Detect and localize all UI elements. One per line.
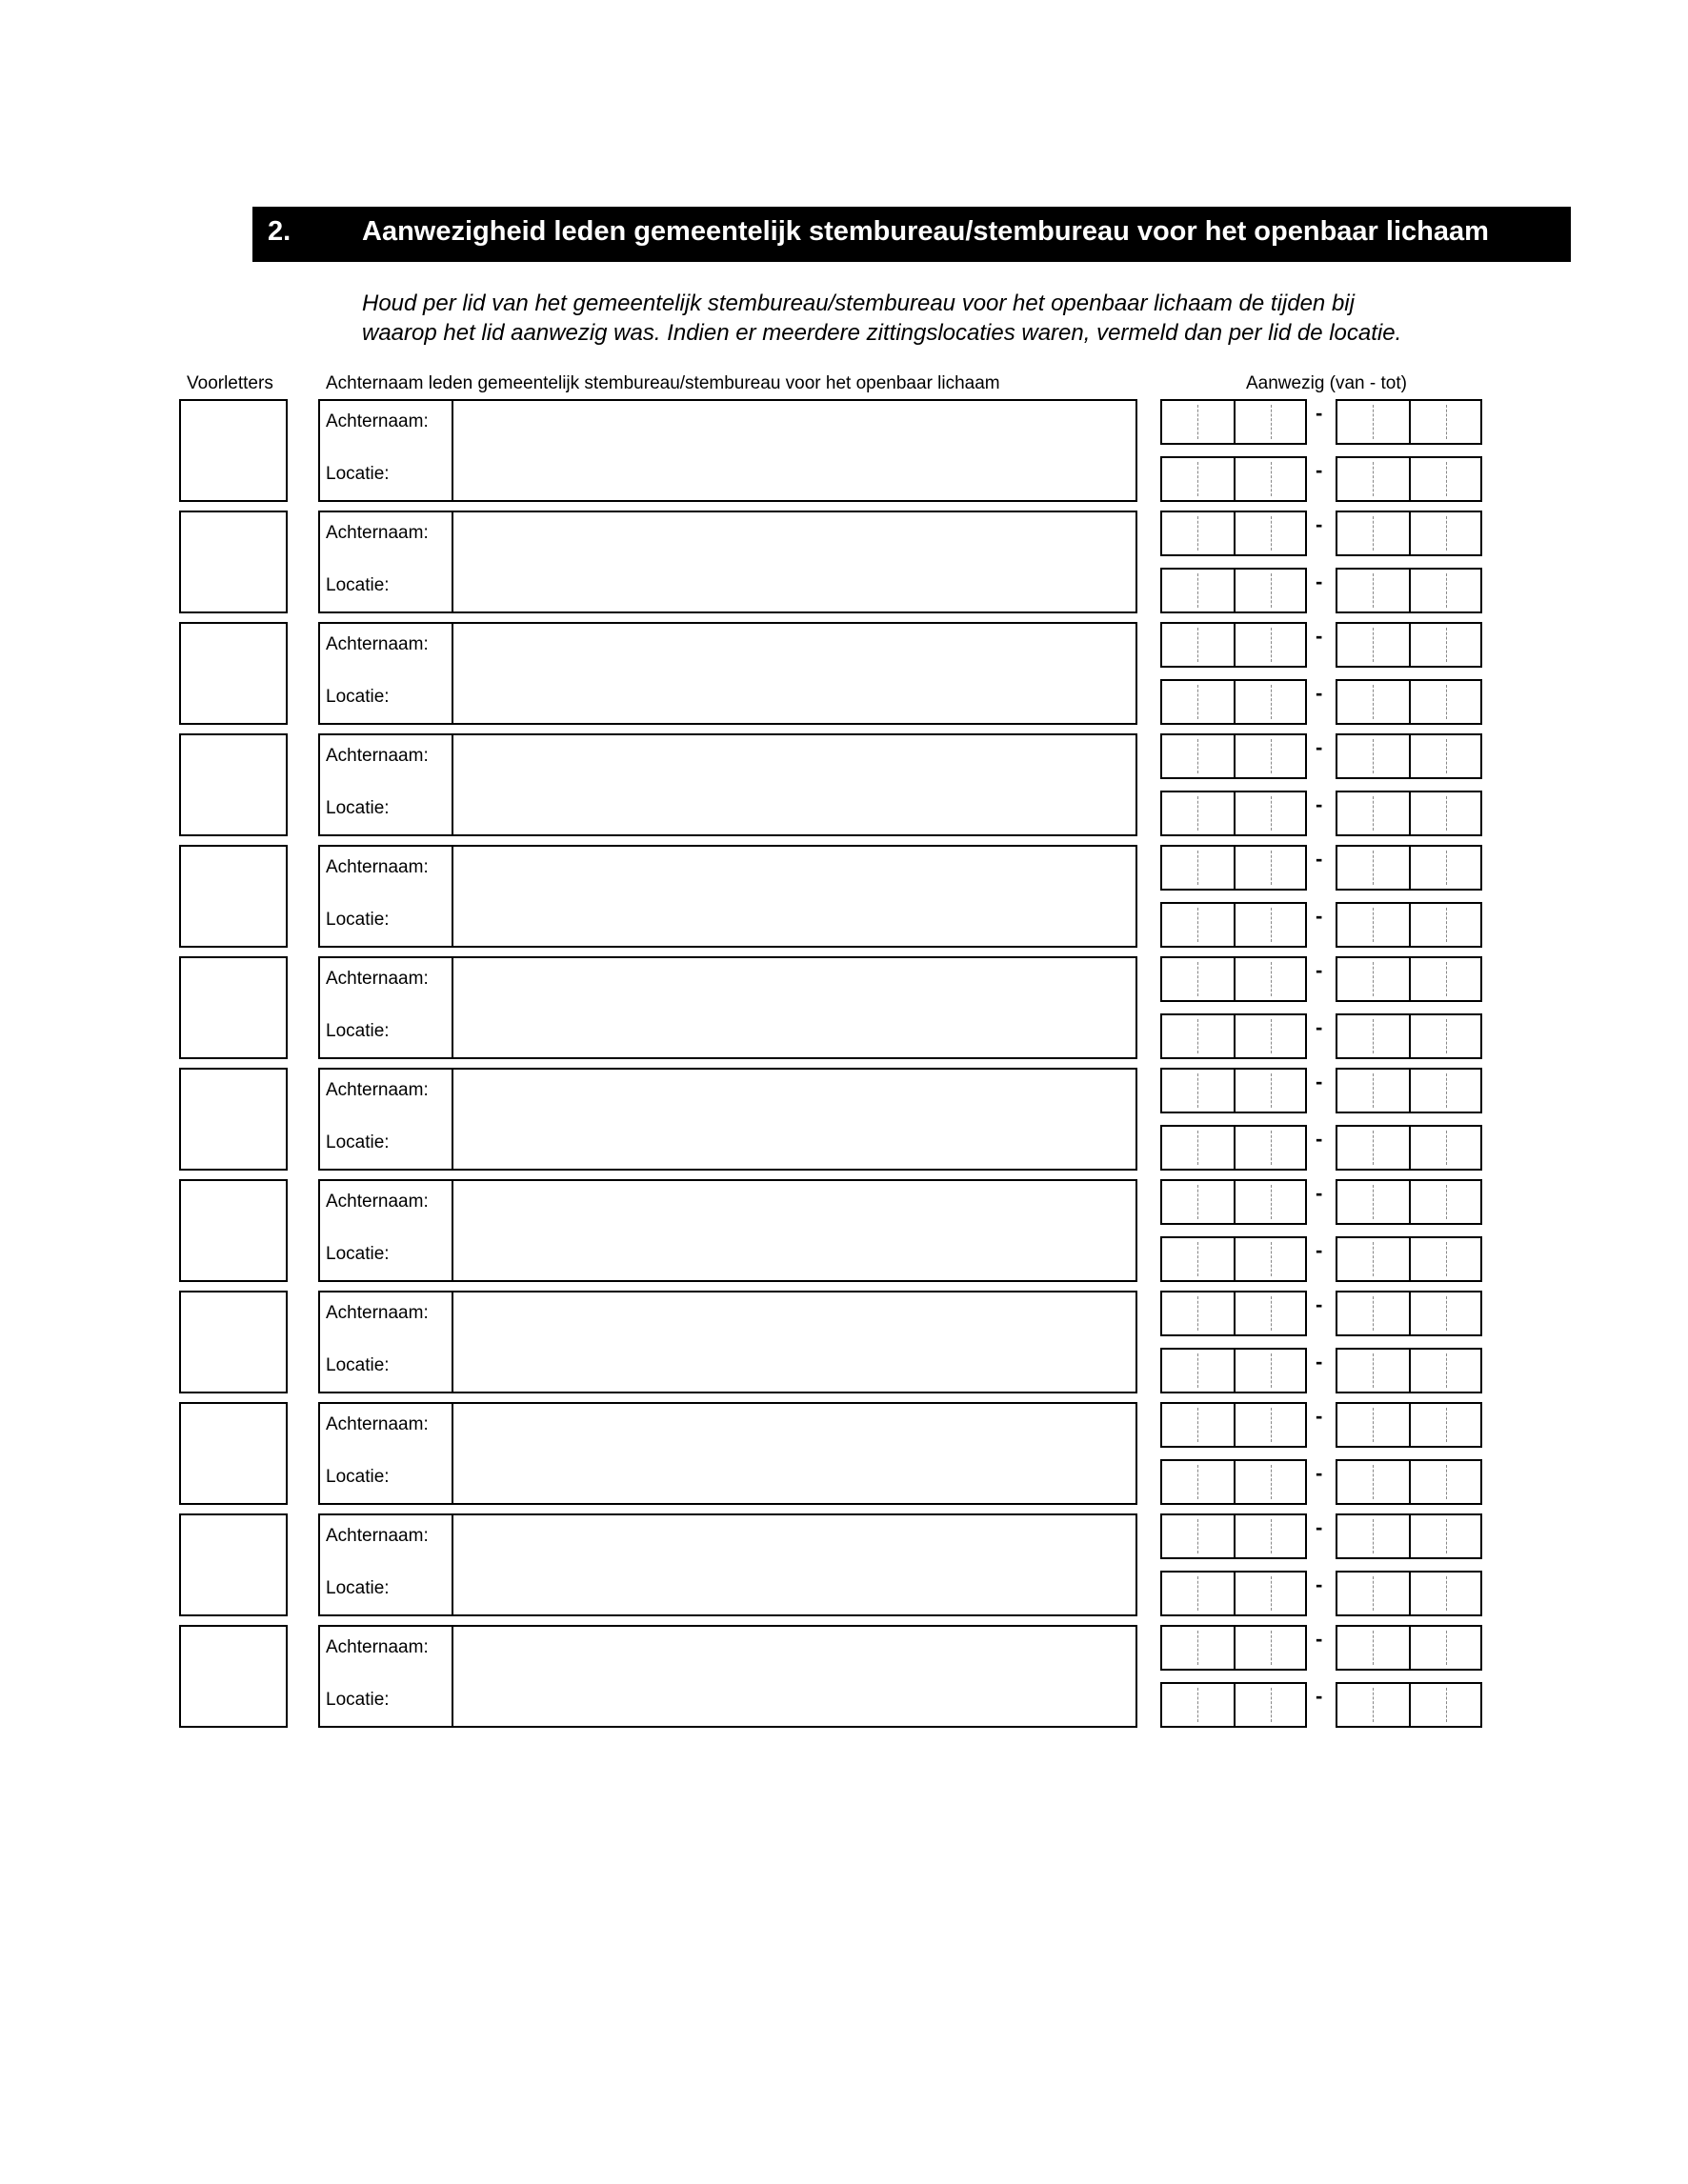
hour-minute-divider [1409,512,1411,554]
digit-guide [1446,573,1447,608]
time-to-field[interactable] [1336,845,1482,891]
time-separator: - [1316,735,1323,759]
name-location-box [318,511,1137,613]
digit-guide [1446,1073,1447,1108]
time-from-field[interactable] [1160,1571,1307,1616]
member-row [0,1402,1688,1507]
hour-minute-divider [1409,1238,1411,1280]
locatie-label: Locatie: [326,798,390,818]
digit-guide [1271,1631,1272,1665]
hour-minute-divider [1234,1292,1236,1334]
label-divider [452,1181,453,1280]
digit-guide [1197,1353,1198,1388]
digit-guide [1446,851,1447,885]
hour-minute-divider [1234,735,1236,777]
time-to-field[interactable] [1336,399,1482,445]
digit-guide [1373,573,1374,608]
voorletters-field[interactable] [179,511,288,613]
digit-guide [1373,739,1374,773]
digit-guide [1373,685,1374,719]
hour-minute-divider [1409,1404,1411,1446]
digit-guide [1446,1465,1447,1499]
voorletters-field[interactable] [179,733,288,836]
achternaam-label: Achternaam: [326,1526,429,1546]
member-row [0,1513,1688,1618]
time-from-field[interactable] [1160,568,1307,613]
member-row [0,1625,1688,1730]
time-separator: - [1316,1515,1323,1539]
digit-guide [1197,1576,1198,1611]
hour-minute-divider [1234,1404,1236,1446]
hour-minute-divider [1409,735,1411,777]
locatie-label: Locatie: [326,1467,390,1487]
time-separator: - [1316,1127,1323,1151]
hour-minute-divider [1234,1627,1236,1669]
locatie-label: Locatie: [326,464,390,484]
digit-guide [1271,1408,1272,1442]
time-to-field[interactable] [1336,956,1482,1002]
hour-minute-divider [1234,1127,1236,1169]
voorletters-field[interactable] [179,1625,288,1728]
member-row [0,1068,1688,1172]
time-to-field[interactable] [1336,1625,1482,1671]
digit-guide [1197,1073,1198,1108]
time-separator: - [1316,458,1323,482]
name-location-box [318,1068,1137,1171]
digit-guide [1197,1242,1198,1276]
locatie-label: Locatie: [326,1578,390,1598]
digit-guide [1197,573,1198,608]
time-to-field[interactable] [1336,1513,1482,1559]
digit-guide [1271,1019,1272,1053]
time-separator: - [1316,847,1323,871]
digit-guide [1197,405,1198,439]
hour-minute-divider [1409,904,1411,946]
hour-minute-divider [1409,1127,1411,1169]
time-from-field[interactable] [1160,1625,1307,1671]
hour-minute-divider [1234,1181,1236,1223]
label-divider [452,1070,453,1169]
time-separator: - [1316,1181,1323,1205]
achternaam-label: Achternaam: [326,857,429,877]
digit-guide [1373,628,1374,662]
digit-guide [1197,796,1198,831]
digit-guide [1197,516,1198,551]
hour-minute-divider [1234,1573,1236,1614]
digit-guide [1446,462,1447,496]
label-divider [452,847,453,946]
hour-minute-divider [1409,792,1411,834]
label-divider [452,1292,453,1392]
hour-minute-divider [1234,681,1236,723]
time-to-field[interactable] [1336,1459,1482,1505]
digit-guide [1446,1576,1447,1611]
column-header-voorletters: Voorletters [187,373,273,393]
time-to-field[interactable] [1336,1682,1482,1728]
instructions-line-2: waarop het lid aanwezig was. Indien er meerdere zittingslocaties waren, vermeld dan per lid de locatie. [362,320,1402,346]
digit-guide [1373,851,1374,885]
digit-guide [1373,962,1374,996]
member-row [0,511,1688,615]
digit-guide [1197,1019,1198,1053]
time-to-field[interactable] [1336,1179,1482,1225]
locatie-label: Locatie: [326,687,390,707]
hour-minute-divider [1409,570,1411,611]
time-separator: - [1316,1627,1323,1651]
label-divider [452,735,453,834]
time-from-field[interactable] [1160,1236,1307,1282]
time-to-field[interactable] [1336,568,1482,613]
digit-guide [1373,1296,1374,1331]
time-from-field[interactable] [1160,1291,1307,1336]
digit-guide [1446,1296,1447,1331]
digit-guide [1373,1576,1374,1611]
hour-minute-divider [1234,1015,1236,1057]
time-to-field[interactable] [1336,622,1482,668]
digit-guide [1271,908,1272,942]
digit-guide [1271,962,1272,996]
time-to-field[interactable] [1336,1125,1482,1171]
time-separator: - [1316,1015,1323,1039]
digit-guide [1197,851,1198,885]
hour-minute-divider [1409,847,1411,889]
time-to-field[interactable] [1336,1236,1482,1282]
digit-guide [1373,1519,1374,1553]
digit-guide [1446,1242,1447,1276]
name-location-box [318,622,1137,725]
time-separator: - [1316,1070,1323,1093]
time-from-field[interactable] [1160,902,1307,948]
name-location-box [318,733,1137,836]
name-location-box [318,845,1137,948]
name-location-box [318,956,1137,1059]
voorletters-field[interactable] [179,956,288,1059]
digit-guide [1271,1296,1272,1331]
digit-guide [1446,405,1447,439]
time-from-field[interactable] [1160,1068,1307,1113]
digit-guide [1271,462,1272,496]
time-to-field[interactable] [1336,791,1482,836]
hour-minute-divider [1409,1573,1411,1614]
digit-guide [1197,1631,1198,1665]
time-from-field[interactable] [1160,791,1307,836]
voorletters-field[interactable] [179,1513,288,1616]
time-separator: - [1316,1238,1323,1262]
hour-minute-divider [1234,1461,1236,1503]
hour-minute-divider [1409,1350,1411,1392]
digit-guide [1271,1073,1272,1108]
member-row [0,1179,1688,1284]
digit-guide [1446,685,1447,719]
member-row [0,399,1688,504]
time-from-field[interactable] [1160,1179,1307,1225]
time-from-field[interactable] [1160,1402,1307,1448]
member-row [0,622,1688,727]
hour-minute-divider [1409,1070,1411,1112]
locatie-label: Locatie: [326,575,390,595]
digit-guide [1373,1465,1374,1499]
hour-minute-divider [1409,1292,1411,1334]
column-header-achternaam: Achternaam leden gemeentelijk stembureau/stembureau voor het openbaar lichaam [326,373,1000,393]
digit-guide [1271,796,1272,831]
label-divider [452,1404,453,1503]
time-to-field[interactable] [1336,733,1482,779]
digit-guide [1446,1631,1447,1665]
digit-guide [1197,685,1198,719]
digit-guide [1373,1131,1374,1165]
digit-guide [1197,1296,1198,1331]
time-separator: - [1316,1404,1323,1428]
name-location-box [318,1179,1137,1282]
digit-guide [1271,1688,1272,1722]
digit-guide [1373,462,1374,496]
digit-guide [1446,962,1447,996]
digit-guide [1373,405,1374,439]
name-location-box [318,1513,1137,1616]
digit-guide [1373,1353,1374,1388]
column-header-aanwezig: Aanwezig (van - tot) [1246,373,1407,393]
voorletters-field[interactable] [179,1068,288,1171]
digit-guide [1373,1242,1374,1276]
hour-minute-divider [1234,904,1236,946]
hour-minute-divider [1409,1461,1411,1503]
digit-guide [1271,1465,1272,1499]
hour-minute-divider [1234,458,1236,500]
digit-guide [1446,796,1447,831]
time-to-field[interactable] [1336,1348,1482,1393]
time-from-field[interactable] [1160,399,1307,445]
digit-guide [1271,628,1272,662]
achternaam-label: Achternaam: [326,746,429,766]
locatie-label: Locatie: [326,1690,390,1710]
achternaam-label: Achternaam: [326,1637,429,1657]
digit-guide [1446,1519,1447,1553]
time-separator: - [1316,624,1323,648]
digit-guide [1271,1242,1272,1276]
time-separator: - [1316,512,1323,536]
digit-guide [1197,628,1198,662]
time-separator: - [1316,1350,1323,1373]
digit-guide [1271,851,1272,885]
digit-guide [1446,1185,1447,1219]
hour-minute-divider [1409,624,1411,666]
locatie-label: Locatie: [326,1355,390,1375]
digit-guide [1446,1408,1447,1442]
time-to-field[interactable] [1336,1068,1482,1113]
time-from-field[interactable] [1160,1125,1307,1171]
time-separator: - [1316,1573,1323,1596]
name-location-box [318,399,1137,502]
name-location-box [318,1291,1137,1393]
time-from-field[interactable] [1160,1682,1307,1728]
locatie-label: Locatie: [326,1132,390,1152]
time-to-field[interactable] [1336,902,1482,948]
hour-minute-divider [1234,1350,1236,1392]
time-from-field[interactable] [1160,679,1307,725]
time-separator: - [1316,958,1323,982]
hour-minute-divider [1409,1015,1411,1057]
time-separator: - [1316,1461,1323,1485]
time-to-field[interactable] [1336,1291,1482,1336]
digit-guide [1446,1353,1447,1388]
digit-guide [1271,739,1272,773]
achternaam-label: Achternaam: [326,1192,429,1212]
time-from-field[interactable] [1160,1013,1307,1059]
digit-guide [1197,739,1198,773]
member-row [0,845,1688,950]
digit-guide [1373,1185,1374,1219]
hour-minute-divider [1409,1181,1411,1223]
name-location-box [318,1625,1137,1728]
label-divider [452,401,453,500]
digit-guide [1197,1688,1198,1722]
hour-minute-divider [1409,681,1411,723]
label-divider [452,958,453,1057]
time-from-field[interactable] [1160,1459,1307,1505]
achternaam-label: Achternaam: [326,523,429,543]
time-to-field[interactable] [1336,456,1482,502]
voorletters-field[interactable] [179,1291,288,1393]
locatie-label: Locatie: [326,1244,390,1264]
voorletters-field[interactable] [179,1179,288,1282]
voorletters-field[interactable] [179,1402,288,1505]
digit-guide [1271,1185,1272,1219]
time-to-field[interactable] [1336,679,1482,725]
digit-guide [1271,1519,1272,1553]
label-divider [452,1515,453,1614]
hour-minute-divider [1234,512,1236,554]
time-separator: - [1316,792,1323,816]
achternaam-label: Achternaam: [326,1414,429,1434]
time-to-field[interactable] [1336,511,1482,556]
hour-minute-divider [1234,847,1236,889]
digit-guide [1446,628,1447,662]
member-row [0,956,1688,1061]
time-from-field[interactable] [1160,622,1307,668]
achternaam-label: Achternaam: [326,1303,429,1323]
digit-guide [1271,1131,1272,1165]
hour-minute-divider [1234,624,1236,666]
time-from-field[interactable] [1160,1513,1307,1559]
time-separator: - [1316,904,1323,928]
digit-guide [1373,1073,1374,1108]
instructions-line-1: Houd per lid van het gemeentelijk stembureau/stembureau voor het openbaar lichaam de tijden bij [362,291,1355,316]
digit-guide [1197,1465,1198,1499]
voorletters-field[interactable] [179,845,288,948]
hour-minute-divider [1409,1684,1411,1726]
hour-minute-divider [1409,1515,1411,1557]
digit-guide [1271,685,1272,719]
member-row [0,733,1688,838]
time-from-field[interactable] [1160,956,1307,1002]
hour-minute-divider [1234,1070,1236,1112]
digit-guide [1373,908,1374,942]
hour-minute-divider [1234,401,1236,443]
digit-guide [1271,1576,1272,1611]
digit-guide [1197,462,1198,496]
digit-guide [1446,739,1447,773]
hour-minute-divider [1234,1515,1236,1557]
digit-guide [1197,1408,1198,1442]
digit-guide [1197,962,1198,996]
hour-minute-divider [1409,401,1411,443]
section-title: Aanwezigheid leden gemeentelijk stembureau/stembureau voor het openbaar lichaam [362,216,1489,247]
digit-guide [1446,908,1447,942]
hour-minute-divider [1234,958,1236,1000]
hour-minute-divider [1234,1684,1236,1726]
hour-minute-divider [1234,792,1236,834]
achternaam-label: Achternaam: [326,634,429,654]
achternaam-label: Achternaam: [326,969,429,989]
digit-guide [1271,405,1272,439]
digit-guide [1446,516,1447,551]
digit-guide [1373,796,1374,831]
hour-minute-divider [1409,458,1411,500]
section-number: 2. [268,216,291,247]
time-from-field[interactable] [1160,845,1307,891]
time-separator: - [1316,1292,1323,1316]
time-from-field[interactable] [1160,511,1307,556]
time-from-field[interactable] [1160,1348,1307,1393]
hour-minute-divider [1409,958,1411,1000]
time-from-field[interactable] [1160,456,1307,502]
hour-minute-divider [1409,1627,1411,1669]
locatie-label: Locatie: [326,910,390,930]
digit-guide [1373,1688,1374,1722]
time-to-field[interactable] [1336,1402,1482,1448]
hour-minute-divider [1234,570,1236,611]
time-to-field[interactable] [1336,1571,1482,1616]
time-from-field[interactable] [1160,733,1307,779]
time-separator: - [1316,570,1323,593]
digit-guide [1373,1408,1374,1442]
time-separator: - [1316,681,1323,705]
member-row [0,1291,1688,1395]
name-location-box [318,1402,1137,1505]
voorletters-field[interactable] [179,622,288,725]
time-separator: - [1316,401,1323,425]
digit-guide [1197,1185,1198,1219]
digit-guide [1271,516,1272,551]
time-separator: - [1316,1684,1323,1708]
digit-guide [1446,1131,1447,1165]
label-divider [452,1627,453,1726]
label-divider [452,512,453,611]
digit-guide [1197,908,1198,942]
digit-guide [1446,1019,1447,1053]
digit-guide [1373,1019,1374,1053]
voorletters-field[interactable] [179,399,288,502]
digit-guide [1197,1519,1198,1553]
achternaam-label: Achternaam: [326,411,429,431]
label-divider [452,624,453,723]
digit-guide [1373,1631,1374,1665]
digit-guide [1446,1688,1447,1722]
digit-guide [1271,1353,1272,1388]
digit-guide [1271,573,1272,608]
digit-guide [1373,516,1374,551]
digit-guide [1197,1131,1198,1165]
time-to-field[interactable] [1336,1013,1482,1059]
achternaam-label: Achternaam: [326,1080,429,1100]
hour-minute-divider [1234,1238,1236,1280]
locatie-label: Locatie: [326,1021,390,1041]
